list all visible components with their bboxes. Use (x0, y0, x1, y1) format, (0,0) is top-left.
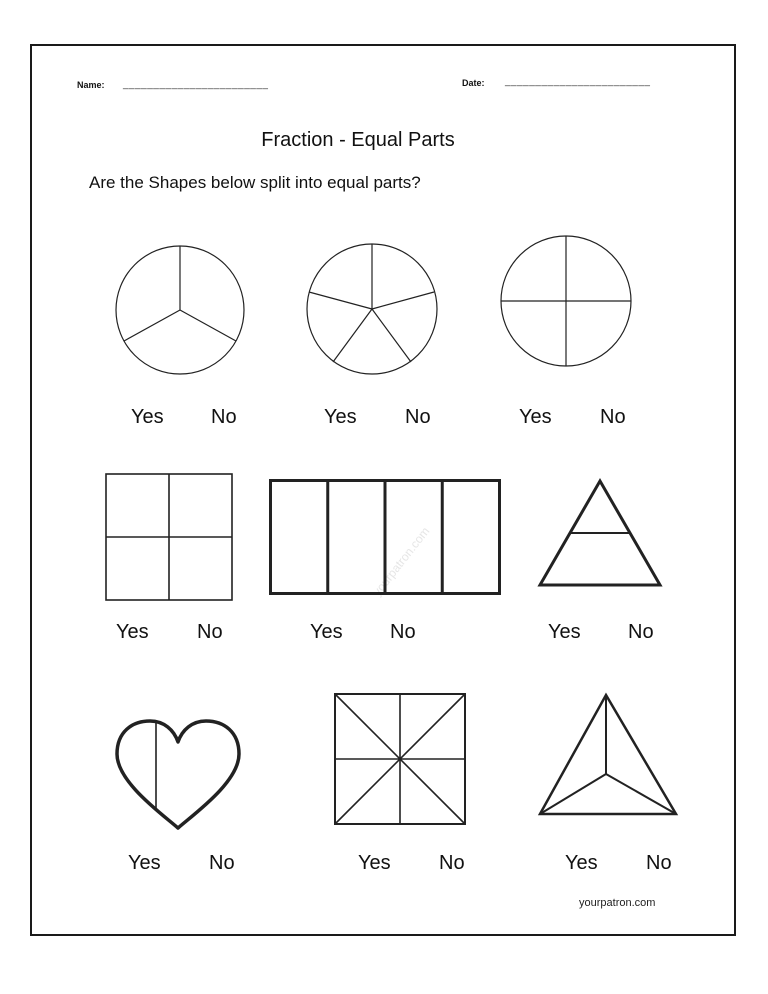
answer-yes-5[interactable]: Yes (310, 621, 343, 643)
date-label: Date: (462, 78, 485, 88)
answer-yes-6[interactable]: Yes (548, 621, 581, 643)
triangle-split-three-icon (537, 692, 679, 816)
name-line[interactable]: ________________________ (123, 79, 269, 90)
answer-no-3[interactable]: No (600, 406, 626, 428)
answer-yes-1[interactable]: Yes (131, 406, 164, 428)
answer-no-7[interactable]: No (209, 852, 235, 874)
rectangle-split-four-icon (269, 479, 501, 595)
answer-yes-9[interactable]: Yes (565, 852, 598, 874)
answer-yes-3[interactable]: Yes (519, 406, 552, 428)
circle-split-four-icon (500, 235, 632, 367)
answer-yes-8[interactable]: Yes (358, 852, 391, 874)
page-title: Fraction - Equal Parts (261, 129, 455, 151)
square-split-four-icon (105, 473, 233, 601)
heart-split-two-icon (114, 718, 242, 832)
date-line[interactable]: ________________________ (505, 76, 651, 87)
triangle-split-two-icon (537, 479, 663, 588)
watermark: yourpatron.com (370, 524, 433, 599)
answer-yes-7[interactable]: Yes (128, 852, 161, 874)
answer-no-8[interactable]: No (439, 852, 465, 874)
answer-yes-2[interactable]: Yes (324, 406, 357, 428)
answer-no-2[interactable]: No (405, 406, 431, 428)
name-label: Name: (77, 80, 105, 90)
circle-split-three-icon (112, 243, 248, 377)
answer-no-1[interactable]: No (211, 406, 237, 428)
answer-no-9[interactable]: No (646, 852, 672, 874)
answer-yes-4[interactable]: Yes (116, 621, 149, 643)
square-split-eight-icon (334, 693, 466, 825)
answer-no-4[interactable]: No (197, 621, 223, 643)
circle-split-five-icon (305, 242, 439, 376)
question-text: Are the Shapes below split into equal parts? (89, 173, 421, 192)
answer-no-5[interactable]: No (390, 621, 416, 643)
answer-no-6[interactable]: No (628, 621, 654, 643)
footer-website: yourpatron.com (579, 897, 656, 909)
